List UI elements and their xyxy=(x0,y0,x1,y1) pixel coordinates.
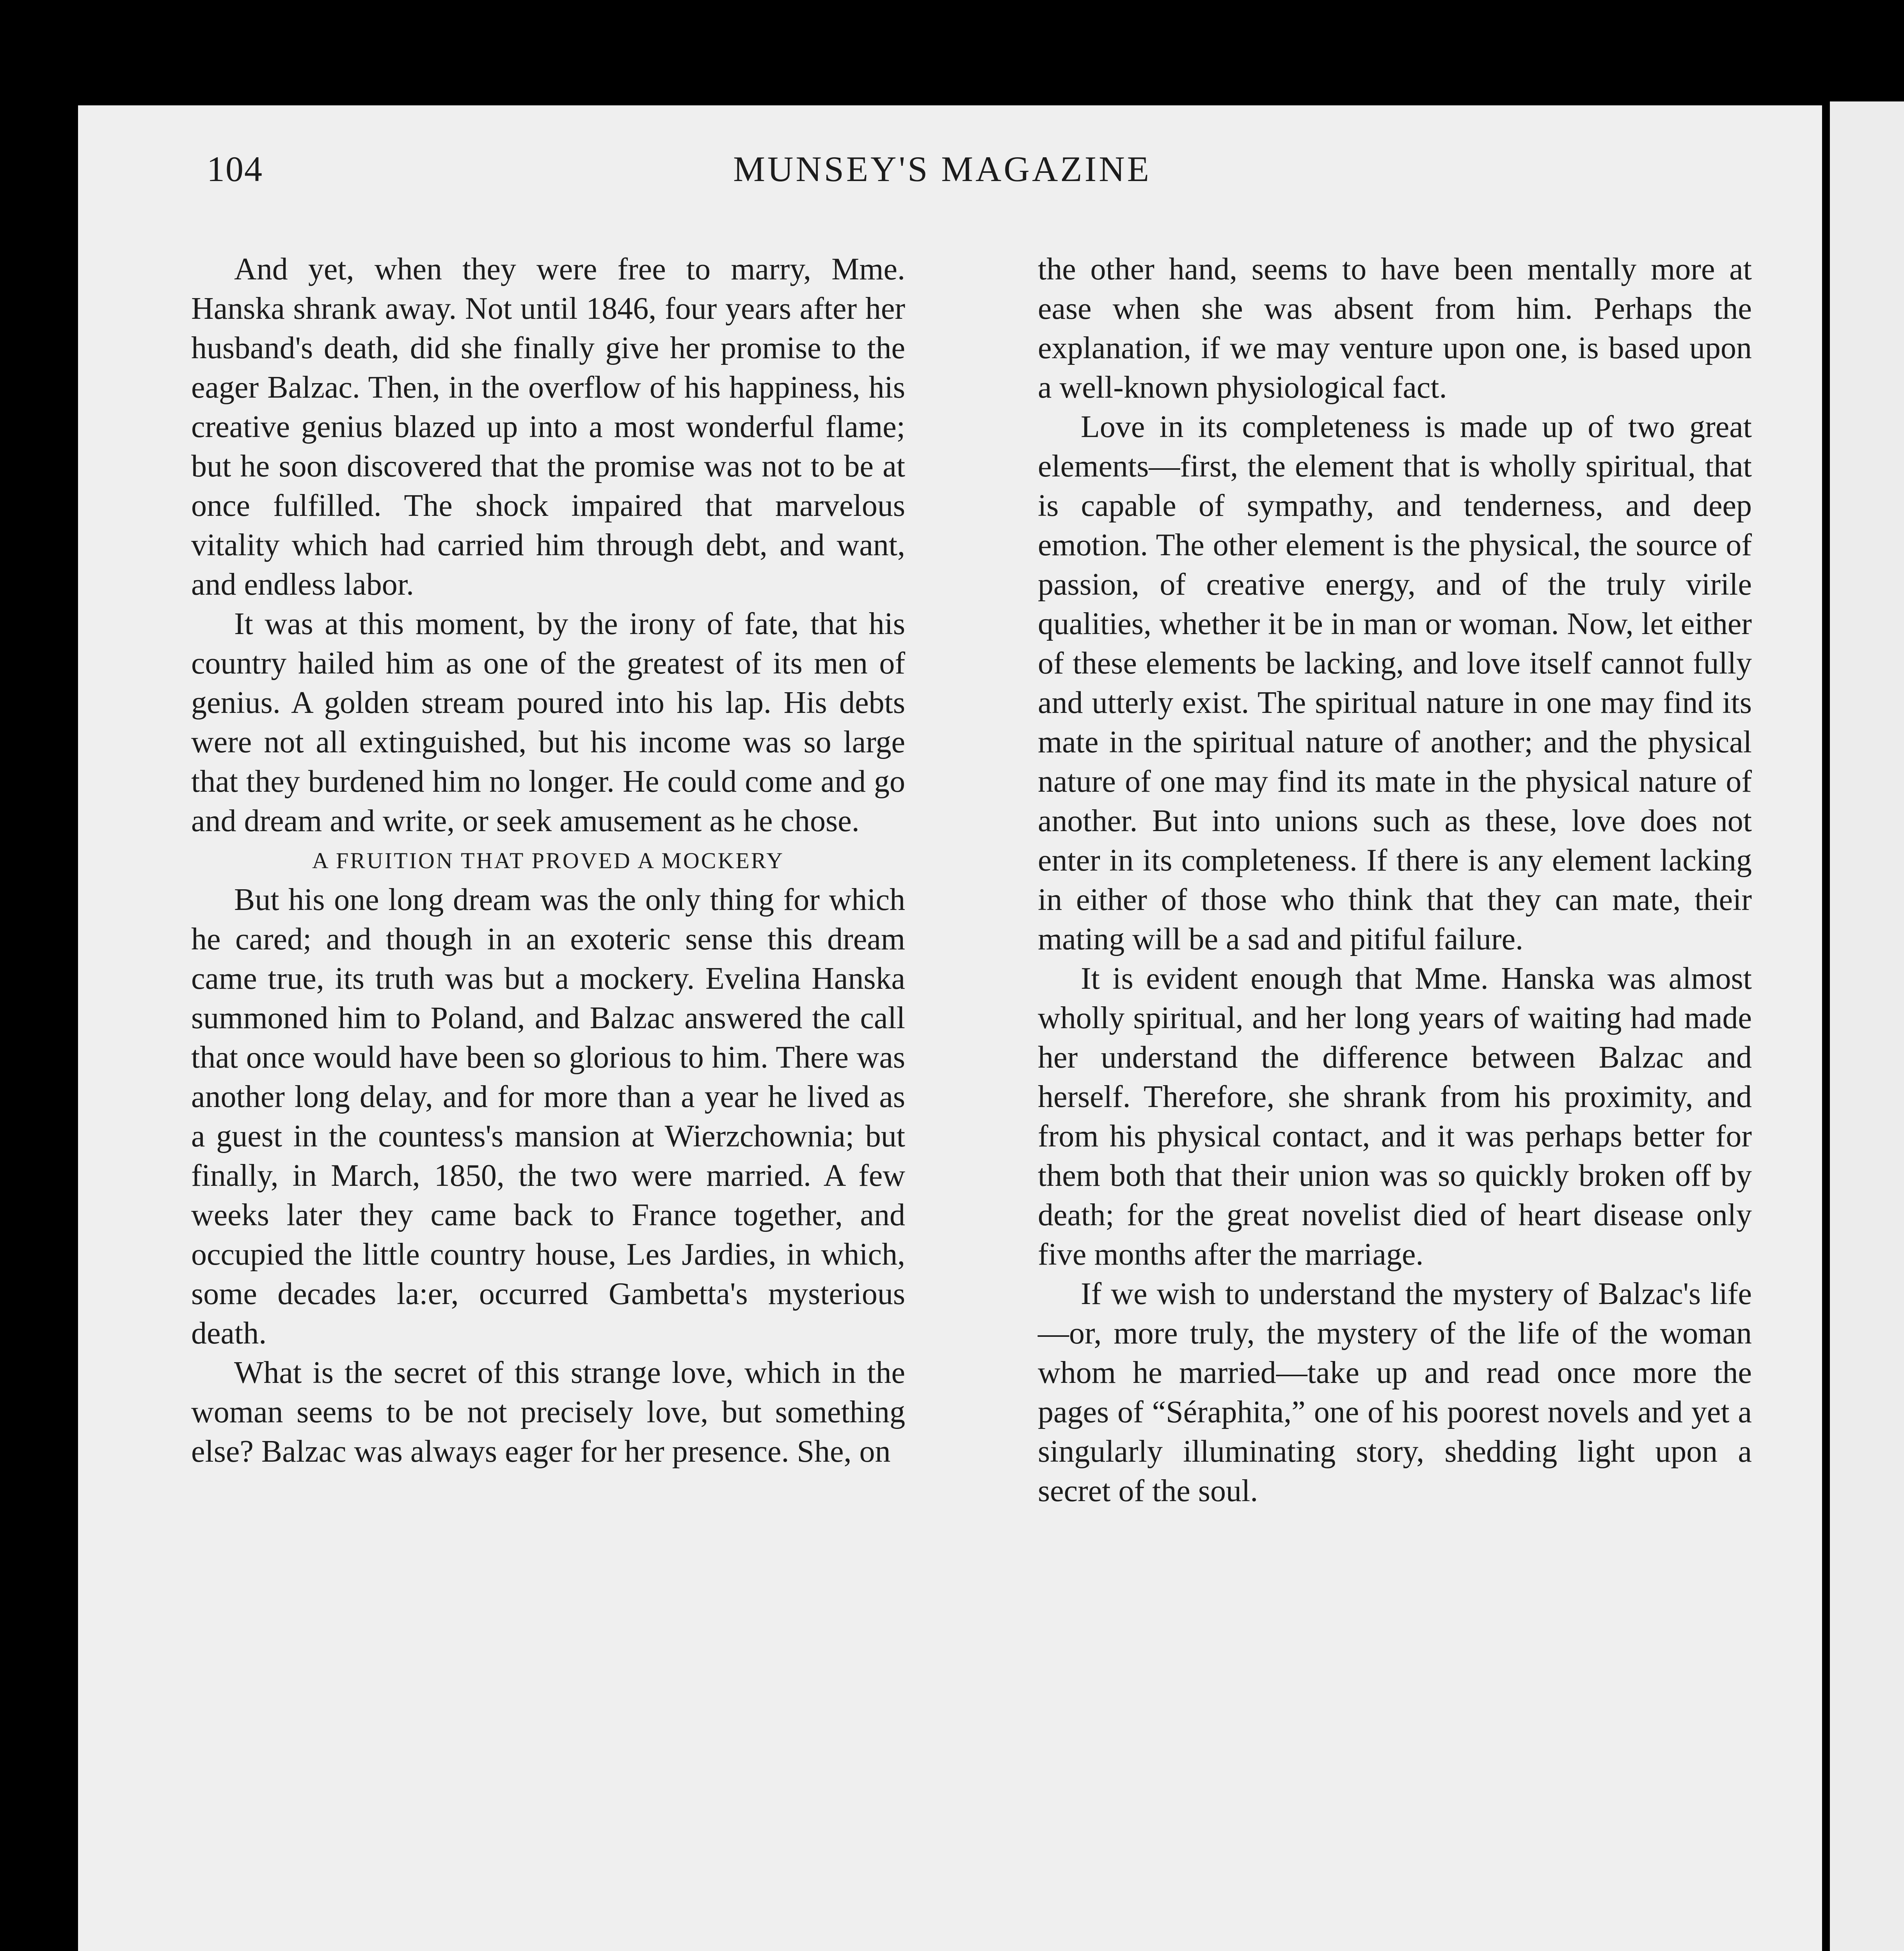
paragraph: But his one long dream was the only thing for which he cared; and though in an exoteric sense this dream came true, its truth was but a mockery. Evelina Hanska summoned him to Poland, and Balzac answered the call that once would have been so glorious to him. There was another long delay, and for more than a year he lived as a guest in the countess's mansion at Wierzchownia; but finally, in March, 1850, the two were married. A few weeks later they came back to France together, and occupied the little country house, Les Jardies, in which, some decades la:er, occurred Gambetta's mysterious death. xyxy=(191,883,905,1350)
paragraph: And yet, when they were free to marry, Mme. Hanska shrank away. Not until 1846, four years after her husband's death, did she finally give her promise to the eager Balzac. Then, in the overflow of his happiness, his creative genius blazed up into a most wonderful flame; but he soon discovered that the promise was not to be at once fulfilled. The shock impaired that marvelous vitality which had carried him through debt, and want, and endless labor. xyxy=(191,252,905,602)
paragraph: Love in its completeness is made up of two great elements—first, the element that is wholly spiritual, that is capable of sympathy, and tenderness, and deep emotion. The other element is the physical, the source of passion, of creative energy, and of the truly virile qualities, whether it be in man or woman. Now, let either of these elements be lacking, and love itself cannot fully and utterly exist. The spiritual nature in one may find its mate in the spiritual nature of another; and the physical nature of one may find its mate in the physical nature of another. But into unions such as these, love does not enter in its completeness. If there is any element lacking in either of those who think that they can mate, their mating will be a sad and pitiful failure. xyxy=(1038,410,1752,956)
paragraph-continued: the other hand, seems to have been mentally more at ease when she was absent from him. Perhaps the explanation, if we may venture upon one, is based upon a well-known physiological fact. xyxy=(1038,252,1752,405)
adjacent-page-edge xyxy=(1830,101,1904,1951)
paragraph: If we wish to understand the mystery of Balzac's life—or, more truly, the mystery of the life of the woman whom he married—take up and read once more the pages of “Séraphita,” one of his poorest novels and yet a singularly illuminating story, shedding light upon a secret of the soul. xyxy=(1038,1277,1752,1508)
left-column xyxy=(191,250,905,1471)
magazine-page xyxy=(78,105,1822,1951)
paragraph: What is the secret of this strange love, which in the woman seems to be not precisely love, but something else? Balzac was always eager for her presence. She, on xyxy=(191,1356,905,1469)
running-title: MUNSEY'S MAGAZINE xyxy=(733,149,1151,189)
section-subheading: A FRUITION THAT PROVED A MOCKERY xyxy=(312,848,785,873)
paragraph: It is evident enough that Mme. Hanska was almost wholly spiritual, and her long years of waiting had made her understand the difference between Balzac and herself. Therefore, she shrank from his proximity, and from his physical contact, and it was perhaps better for them both that their union was so quickly broken off by death; for the great novelist died of heart disease only five months after the marriage. xyxy=(1038,961,1752,1272)
page-number: 104 xyxy=(207,149,263,189)
paragraph: It was at this moment, by the irony of fate, that his country hailed him as one of the greatest of its men of genius. A golden stream poured into his lap. His debts were not all extinguished, but his income was so large that they burdened him no longer. He could come and go and dream and write, or seek amusement as he chose. xyxy=(191,607,905,838)
right-column xyxy=(1038,250,1752,1511)
article-columns xyxy=(191,250,1756,1931)
page-header xyxy=(207,148,1678,207)
